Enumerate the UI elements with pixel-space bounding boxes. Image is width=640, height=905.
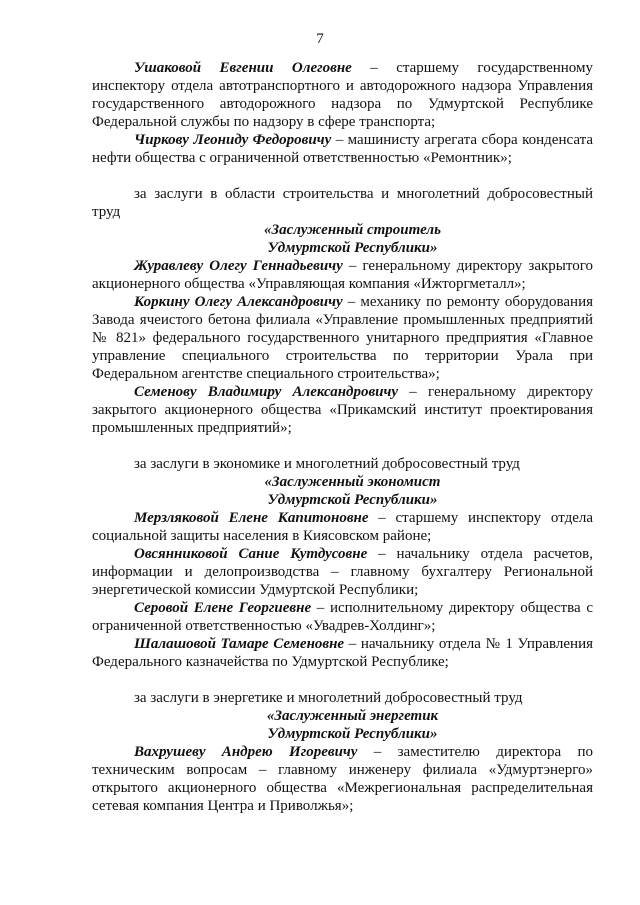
awardee-entry [92,635,593,671]
awardee-name: Серовой Елене Георгиевне [134,600,312,616]
awardee-name: Овсянниковой Сание Кутдусовне [134,546,368,562]
award-section [92,671,593,815]
awardee-name: Семенову Владимиру Александровичу [134,384,399,400]
awardee-position: – начальнику отдела № 1 Управления Федерального казначейства по Удмуртской Республике; [92,636,594,670]
award-title-line: Удмуртской Республики» [267,240,438,256]
award-title-line: Удмуртской Республики» [267,492,438,508]
page-number: 7 [316,31,324,47]
awardee-entry [92,743,593,815]
awardee-entry [92,59,593,131]
awardee-position: – исполнительному директору общества с ограниченной ответственностью «Увадрев-Холдинг»; [92,600,593,634]
award-section [92,437,593,671]
section-gap [92,167,593,185]
award-section [92,59,593,167]
award-title-line: «Заслуженный строитель [264,222,441,238]
awardee-entry [92,545,593,599]
award-title-line: «Заслуженный энергетик [266,708,439,724]
awardee-entry [92,257,593,293]
awardee-position: – старшему государственному инспектору отдела автотранспортного и автодорожного надзора Управления государственного автодорожного надзора по Удмуртской Республике Федеральной службы по надзору в сфере транспорта; [92,60,593,130]
awardee-position: – генеральному директору закрытого акционерного общества «Прикамский институт проектирования промышленных предприятий»; [92,384,593,436]
awardee-entry [92,131,593,167]
awardee-position: – механику по ремонту оборудования Завода ячеистого бетона филиала «Управление промышленных предприятий № 821» федерального государственного унитарного предприятия «Главное управление специального строительства по территории Урала при Федеральном агентстве специального строительства»; [92,294,593,382]
awardee-name: Коркину Олегу Александровичу [134,294,343,310]
section-gap [92,437,593,455]
awardee-name: Мерзляковой Елене Капитоновне [134,510,369,526]
awardee-position: – машинисту агрегата сбора конденсата нефти общества с ограниченной ответственностью «Ремонтник»; [92,132,593,166]
awardee-position: – генеральному директору закрытого акционерного общества «Управляющая компания «Ижторгметалл»; [92,258,593,292]
awardee-entry [92,293,593,383]
awardee-position: – старшему инспектору отдела социальной защиты населения в Киясовском районе; [92,510,593,544]
awardee-name: Шалашовой Тамаре Семеновне [134,636,345,652]
awardee-name: Ушаковой Евгении Олеговне [134,60,352,76]
merit-line: за заслуги в энергетике и многолетний добросовестный труд [134,690,523,706]
award-title-line: «Заслуженный экономист [264,474,441,490]
awardee-entry [92,383,593,437]
awardee-entry [92,599,593,635]
awardee-position: – начальнику отдела расчетов, информации и делопроизводства – главному бухгалтеру Региональной энергетической комиссии Удмуртской Республики; [92,546,593,598]
awardee-position: – заместителю директора по техническим вопросам – главному инженеру филиала «Удмуртэнерго» открытого акционерного общества «Межрегиональная распределительная сетевая компания Центра и Приволжья»; [92,744,594,814]
merit-line: за заслуги в экономике и многолетний добросовестный труд [134,456,520,472]
awardee-entry [92,509,593,545]
award-section [92,167,593,437]
awardee-name: Чиркову Леониду Федоровичу [134,132,332,148]
merit-line: за заслуги в области строительства и многолетний добросовестный труд [92,186,593,220]
awardee-name: Журавлеву Олегу Геннадьевичу [134,258,343,274]
document-body [92,59,593,815]
section-gap [92,671,593,689]
award-title-line: Удмуртской Республики» [267,726,438,742]
awardee-name: Вахрушеву Андрею Игоревичу [134,744,358,760]
